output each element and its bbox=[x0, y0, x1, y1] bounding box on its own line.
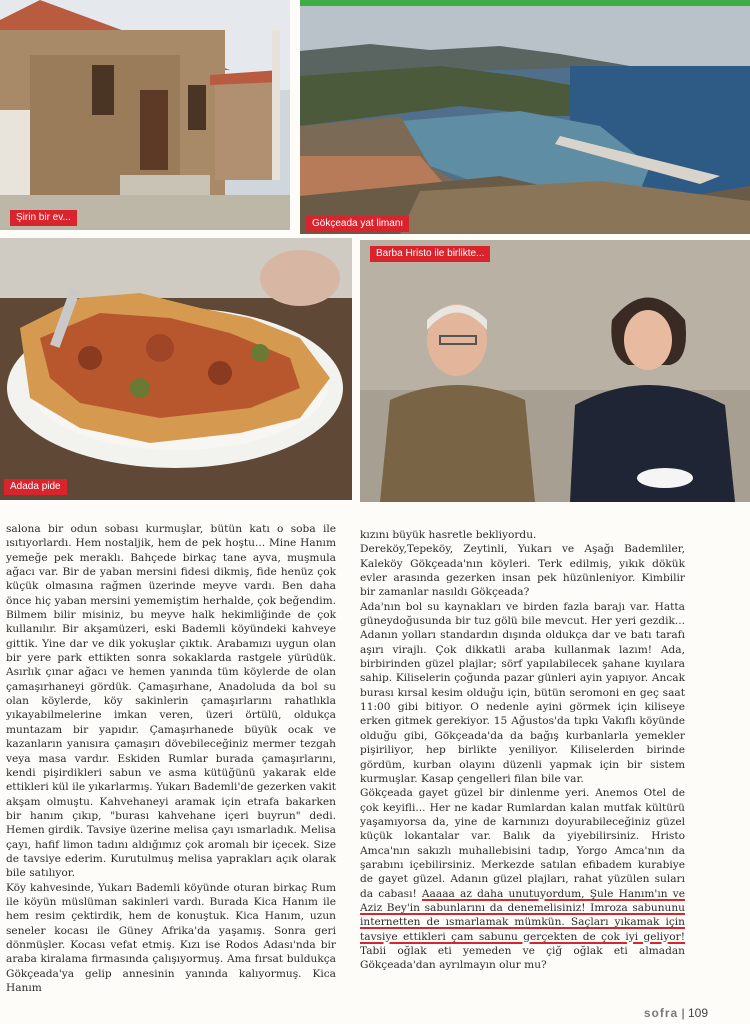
paragraph: Ada'nın bol su kaynakları ve birden fazla barajı var. Hatta güneydoğusunda bir tuz gölü bile mevcut. Her yeri gezdik... Adanın yolları standardın dışında oldukça dar ve batı tarafı aşırı virajlı. Çok dikkatli araba kullanmak lazım! Ada, birbirinden güzel plajlar; sörf yapılabilecek şahane kıyılara sahip. Kiliselerin çoğunda pazar günleri ayin yapıyor. Ancak burası kırsal kesim olduğu için, bütün seromoni en geç saat 11:00 gibi bitiyor. O nedenle ayini görmek için kiliseye erken gitmek gerekiyor. 15 Ağustos'da tıpkı Vakıflı köyünde olduğu gibi, Gökçeada'da da bağış kurbanlarla yemekler pişiriliyor, hep birlikte yeniliyor. Kiliselerden birinde gördüm, kurban olayını düzenli yapmak için bir sistem kurmuşlar. Kasap çengelleri filan bile var. bbox=[360, 600, 685, 785]
paragraph: Dereköy,Tepeköy, Zeytinli, Yukarı ve Aşağı Bademliler, Kaleköy Gökçeada'nın köyleri. Terk edilmiş, yıkık dökük evler arasında gezerken insan pek hüzünleniyor. Kimbilir bir zamanlar nasıldı Gökçeada? bbox=[360, 543, 685, 599]
magazine-brand: sofra bbox=[643, 1006, 679, 1020]
text-column-left bbox=[6, 522, 336, 995]
caption-photo2: Gökçeada yat limanı bbox=[306, 216, 409, 232]
paragraph bbox=[360, 786, 685, 972]
text-column-right bbox=[360, 528, 685, 973]
page-number: 109 bbox=[687, 1006, 708, 1020]
page-footer: sofra | 109 bbox=[643, 1006, 708, 1020]
photo-pide bbox=[0, 238, 352, 500]
paragraph-text: Tabii oğlak eti yemeden ve çiğ oğlak eti almadan Gökçeada'dan ayrılmayın olur mu? bbox=[360, 944, 685, 972]
caption-photo4: Barba Hristo ile birlikte... bbox=[370, 246, 490, 262]
paragraph-text: Gökçeada gayet güzel bir dinlenme yeri. Anemos Otel de çok keyifli... Her ne kadar Rumlardan kalan mutfak kültürü yaşamıyorsa da, yine de karnınızı doyurabileceğiniz güzel küçük lokantalar var. Balık da yiyebilirsiniz. Hristo Amca'nın sakızlı muhallebisini tadıp, Yorgo Amca'nın da şarabını içebilirsiniz. Merkezde satılan efibadem kurabiye de gayet güzel. Adanın güzel plajları, rahat yüzülen suları da cabası! bbox=[360, 787, 685, 900]
photo-stone-house bbox=[0, 0, 290, 230]
paragraph: salona bir odun sobası kurmuşlar, bütün katı o soba ile ısıtıyorlardı. Hem nostaljik, hem de pek hoştu... Mine Hanım yemeğe pek meraklı. Bahçede birkaç tane ayva, muşmula ağacı var. Bir de yaban mersini fidesi dikmiş, fide henüz çok küçük olmasına rağmen üzerinde meyve vardı. Ben daha önce hiç yaban mersini yememiştim herhalde, çok beğendim. Bilmem bilir misiniz, bu meyve halk hekimliğinde de çok kullanılır. Bir akşamüzeri, eski Bademli köyündeki kahveye gittik. Yine dar ve dik yokuşlar çıktık. Arabamızı uygun olan bir yere park ettikten sonra sokaklarda rastgele yürüdük. Asırlık çınar ağacı ve hemen yanında tüm köylerde de olan çamaşırhaneyi gördük. Çamaşırhane, Anadoluda da bol su olan köylerde, köy sakinlerin çamaşırlarını rahatlıkla yıkayabilmelerine imkan veren, üzeri örtülü, oldukça muntazam bir yapıdır. Çamaşırhanede büyük ocak ve kazanların yanısıra çamaşırı dövebileceğiniz mermer tezgah veya masa vardır. Eskiden Rumlar burada çamaşırlarını, kendi pişirdikleri sabun ve asma kütüğünü yakarak elde ettikleri kül ile yıkarlarmış. Yukarı Bademli'de gezerken vakit akşam olmuştu. Kahvehaneyi aramak için etrafa bakarken bir hanım çıkıp, "burası kahvehane içeri buyrun" dedi. Hemen girdik. Tavsiye üzerine melisa çayı ısmarladık. Melisa çayı, hafif limon tadını aldığımız çok aromalı bir içecek. Size de tavsiye ederim. Kurutulmuş melisa yaprakları açık olarak bile satılıyor. bbox=[6, 523, 336, 880]
paragraph: Köy kahvesinde, Yukarı Bademli köyünde oturan birkaç Rum ile köyün müslüman sakinleri vardı. Burada Kica Hanım ile hem resim çektirdik, hem de konuştuk. Kica Hanım, uzun seneler kocası ile Güney Afrika'da yaşamış. Sonra geri dönmüşler. Kocası vefat etmiş. Kızı ise Rodos Adası'nda bir araba kiralama firmasında çalışıyormuş. Ama fırsat buldukça Gökçeada'ya gelip annesinin yanında kalıyormuş. Kica Hanım bbox=[6, 881, 336, 994]
caption-photo3: Adada pide bbox=[4, 479, 67, 495]
paragraph: kızını büyük hasretle bekliyordu. bbox=[360, 529, 537, 541]
highlighted-text: Aaaaa az daha unutuyordum, Şule Hanım'ın ve Aziz Bey'in sabunlarını da denemelisiniz! Imroza sabununu internetten de ısmarlamak mümkün. Saçları yıkamak için tavsiye ettikleri çam sabunu gerçekten de çok iyi geliyor! bbox=[360, 887, 685, 943]
caption-photo1: Şirin bir ev... bbox=[10, 210, 77, 226]
photo-barba-hristo bbox=[360, 240, 750, 502]
photo-harbor bbox=[300, 6, 750, 234]
